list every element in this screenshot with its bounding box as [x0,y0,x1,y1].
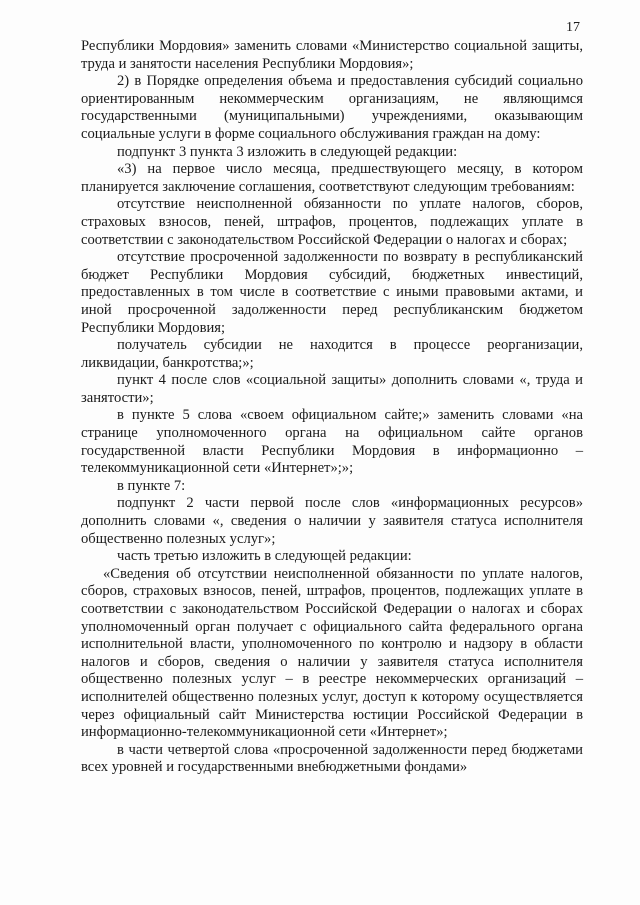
paragraph: отсутствие просроченной задолженности по возврату в республиканский бюджет Республики Мордовия субсидий, бюджетных инвестиций, предоставленных в том числе в соответствие с иными правовыми актами, и иной просроченной задолженности перед республиканским бюджетом Республики Мордовия; [81,249,583,336]
paragraph: часть третью изложить в следующей редакции: [117,548,412,565]
paragraph: подпункт 2 части первой после слов «информационных ресурсов» дополнить словами «, сведения о наличии у заявителя статуса исполнителя общественно полезных услуг»; [81,495,583,547]
page-number: 17 [566,20,580,35]
paragraph: в пункте 7: [117,477,186,494]
paragraph: в пункте 5 слова «своем официальном сайте;» заменить словами «на странице уполномоченного органа на официальном сайте органов государственной власти Республики Мордовия в информационно – телекоммуникационной сети «Интернет»;»; [81,407,583,477]
document-body [81,38,583,777]
paragraph: пункт 4 после слов «социальной защиты» дополнить словами «, труда и занятости»; [81,372,583,406]
paragraph: 2) в Порядке определения объема и предоставления субсидий социально ориентированным некоммерческим организациям, не являющимся государственными (муниципальными) учреждениями, оказывающим социальные услуги в форме социального обслуживания граждан на дому: [81,73,583,142]
paragraph: «3) на первое число месяца, предшествующего месяцу, в котором планируется заключение соглашения, соответствуют следующим требованиям: [81,161,583,195]
paragraph: получатель субсидии не находится в процессе реорганизации, ликвидации, банкротства;»; [81,337,583,371]
paragraph: отсутствие неисполненной обязанности по уплате налогов, сборов, страховых взносов, пеней, штрафов, процентов, подлежащих уплате в соответствии с законодательством Российской Федерации о налогах и сборах; [81,196,583,248]
paragraph: «Сведения об отсутствии неисполненной обязанности по уплате налогов, сборов, страховых взносов, пеней, штрафов, процентов, подлежащих уплате в соответствии с законодательством Российской Федерации о налогах и сборах уполномоченный орган получает с официального сайта федерального органа исполнительной власти, уполномоченного по контролю и надзору в области налогов и сборов, сведения о наличии у заявителя статуса исполнителя общественно полезных услуг – в реестре некоммерческих организаций – исполнителей общественно полезных услуг, доступ к которому осуществляется через официальный сайт Министерства юстиции Российской Федерации в информационно-телекоммуникационной сети «Интернет»; [81,565,583,741]
paragraph: в части четвертой слова «просроченной задолженности перед бюджетами всех уровней и государственными внебюджетными фондами» [81,741,583,776]
paragraph: Республики Мордовия» заменить словами «Министерство социальной защиты, труда и занятости населения Республики Мордовия»; [81,38,583,72]
paragraph: подпункт 3 пункта 3 изложить в следующей редакции: [117,143,458,160]
